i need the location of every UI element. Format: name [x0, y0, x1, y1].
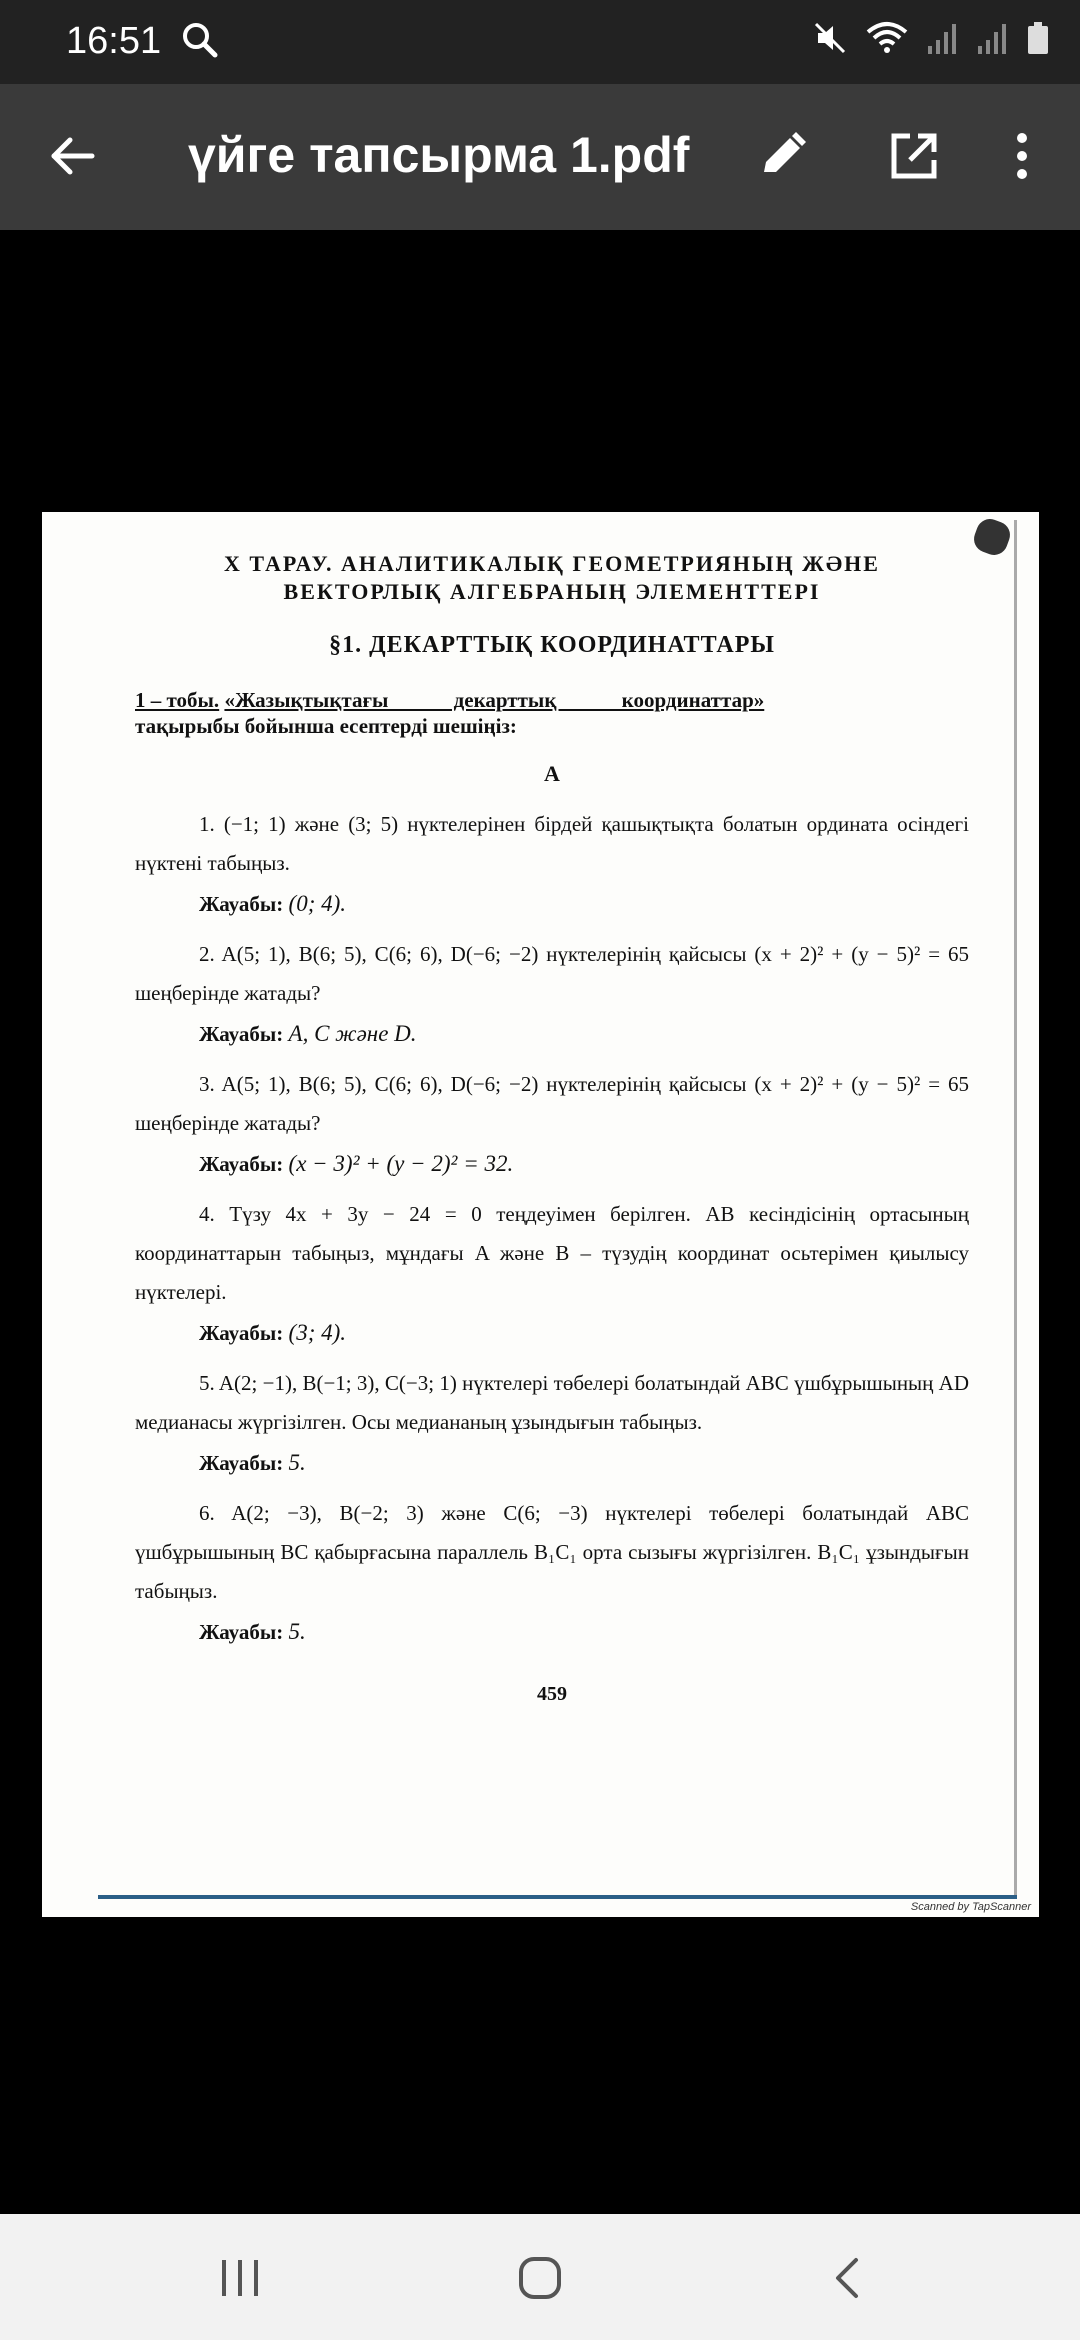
chapter-title: X ТАРАУ. АНАЛИТИКАЛЫҚ ГЕОМЕТРИЯНЫҢ ЖӘНЕ ВЕКТОРЛЫҚ АЛГЕБРАНЫҢ ЭЛЕМЕНТТЕРІ [224, 551, 880, 604]
status-bar [0, 0, 1080, 84]
problem-3: 3. A(5; 1), B(6; 5), C(6; 6), D(−6; −2) нүктелерінің қайсысы (x + 2)² + (y − 5)² = 65 шеңберінде жатады? Жауабы: (x − 3)² + (y − 2)² = 32. [135, 1072, 969, 1176]
nav-bar [0, 2214, 1080, 2340]
mute-icon [812, 20, 848, 61]
document-title: үйге тапсырма 1.pdf [188, 127, 690, 183]
recent-apps-icon[interactable] [218, 2256, 262, 2305]
home-icon[interactable] [518, 2256, 562, 2305]
problem-2: 2. A(5; 1), B(6; 5), C(6; 6), D(−6; −2) нүктелерінің қайсысы (x + 2)² + (y − 5)² = 65 шеңберінде жатады? Жауабы: A, C және D. [135, 942, 969, 1046]
search-icon [180, 20, 220, 65]
app-bar [0, 84, 1080, 230]
problem-4: 4. Түзу 4x + 3y − 24 = 0 теңдеуімен берілген. AB кесіндісінің ортасының координаттарын табыңыз, мұндағы A және B – түзудің координат осьтерімен қиылысу нүктелері. Жауабы: (3; 4). [135, 1202, 969, 1345]
problem-5: 5. A(2; −1), B(−1; 3), C(−3; 1) нүктелері төбелері болатындай ABC үшбұрышының AD медианасы жүргізілген. Осы медиананың ұзындығын табыңыз. Жауабы: 5. [135, 1371, 969, 1475]
page-bottom-line [98, 1895, 1017, 1899]
signal-icon [976, 20, 1008, 61]
scanner-watermark: Scanned by TapScanner [910, 1901, 1031, 1913]
group-heading: 1 – тобы. «Жазықтықтағы декарттық координаттар» тақырыбы бойынша есептерді шешіңіз: [135, 688, 765, 738]
page-number: 459 [537, 1683, 567, 1705]
battery-icon [1026, 20, 1050, 61]
back-arrow-icon[interactable] [44, 128, 100, 189]
pdf-page [42, 512, 1039, 1917]
back-icon[interactable] [826, 2256, 870, 2305]
status-time: 16:51 [66, 20, 162, 62]
signal-icon [926, 20, 958, 61]
variant-label: А [544, 761, 560, 786]
problem-1: 1. (−1; 1) және (3; 5) нүктелерінен бірдей қашықтықта болатын ордината осіндегі нүктені табыңыз. Жауабы: (0; 4). [135, 812, 969, 916]
status-icons [812, 20, 1050, 61]
section-title: §1. ДЕКАРТТЫҚ КООРДИНАТТАРЫ [329, 632, 775, 658]
scan-blot [970, 515, 1014, 559]
more-vert-icon[interactable] [1008, 128, 1036, 189]
page-edge [1014, 520, 1017, 1899]
wifi-icon [866, 20, 908, 61]
problem-6: 6. A(2; −3), B(−2; 3) және C(6; −3) нүктелері төбелері болатындай ABC үшбұрышының BC қабырғасына параллель B₁C₁ орта сызығы жүргізілген. B₁C₁ ұзындығын табыңыз. Жауабы: 5. [135, 1501, 969, 1644]
page-content [135, 550, 969, 1706]
pencil-icon[interactable] [754, 128, 810, 189]
open-external-icon[interactable] [886, 128, 942, 189]
